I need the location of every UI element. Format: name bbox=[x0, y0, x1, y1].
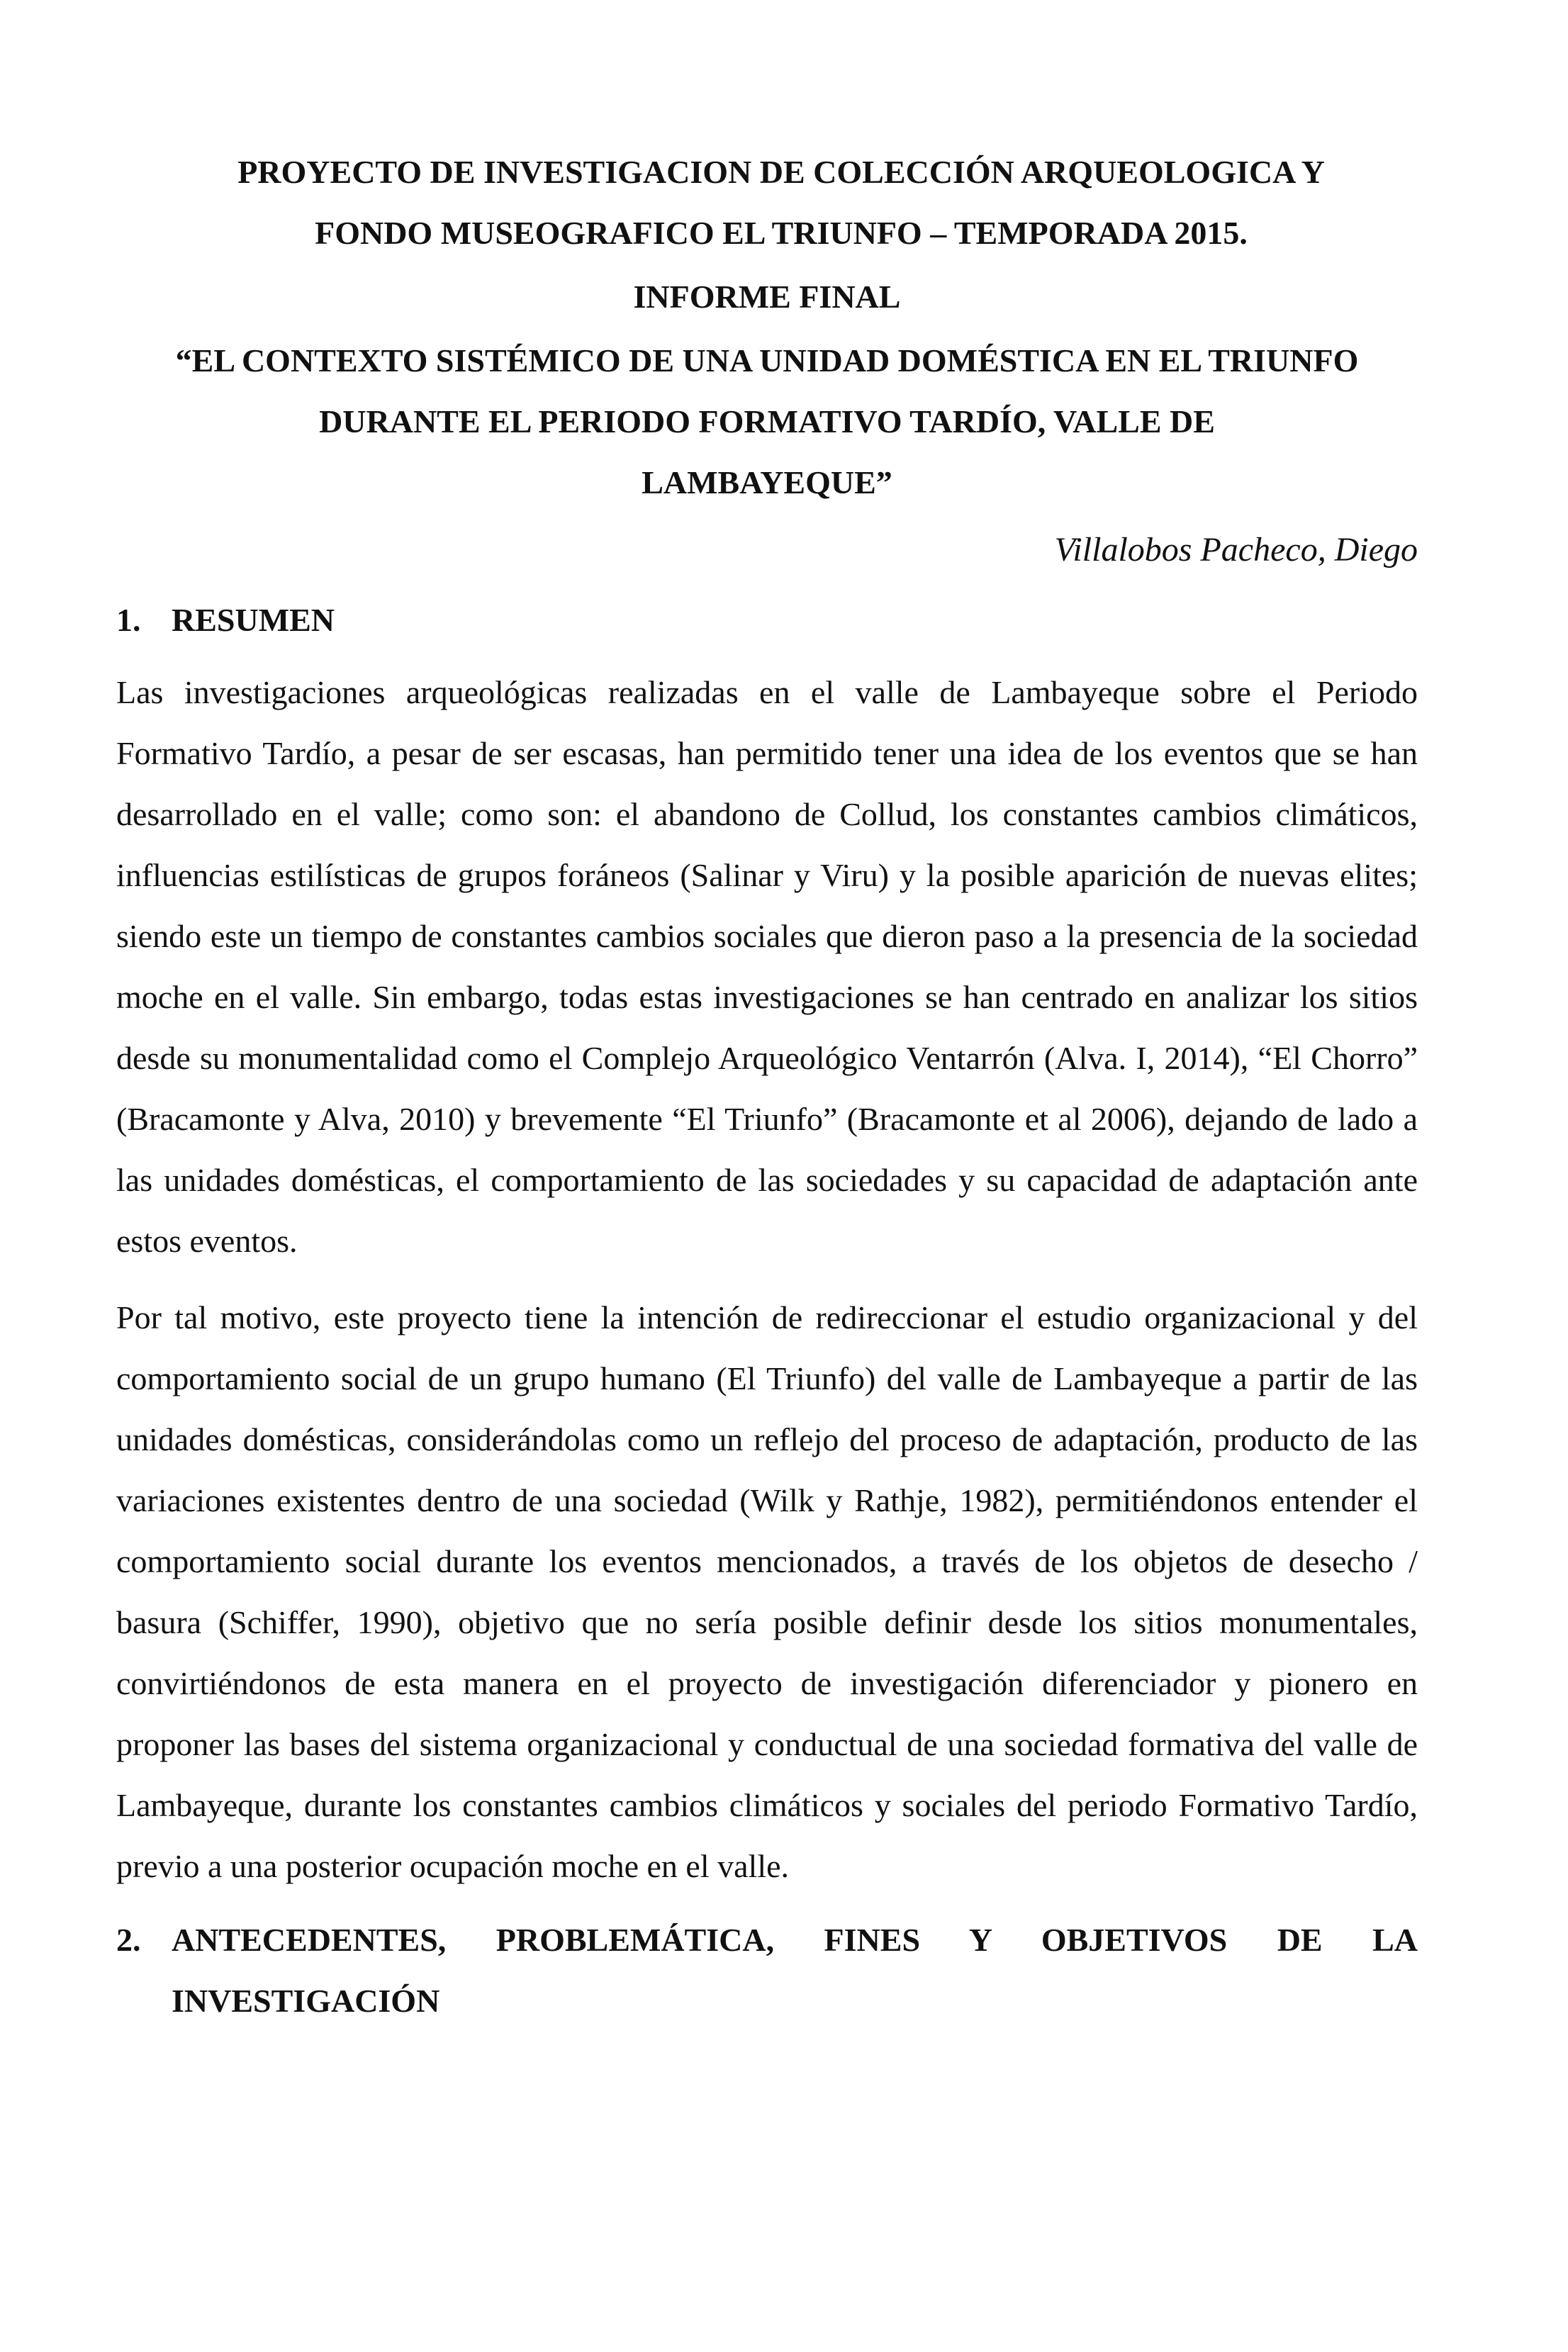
paragraph-2: Por tal motivo, este proyecto tiene la intención de redireccionar el estudio organizacional y del comportamiento social de un grupo humano (El Triunfo) del valle de Lambayeque a partir de las unidades domésticas, considerándolas como un reflejo del proceso de adaptación, producto de las variaciones existentes dentro de una sociedad (Wilk y Rathje, 1982), permitiéndonos entender el comportamiento social durante los eventos mencionados, a través de los objetos de desecho / basura (Schiffer, 1990), objetivo que no sería posible definir desde los sitios monumentales, convirtiéndonos de esta manera en el proyecto de investigación diferenciador y pionero en proponer las bases del sistema organizacional y conductual de una sociedad formativa del valle de Lambayeque, durante los constantes cambios climáticos y sociales del periodo Formativo Tardío, previo a una posterior ocupación moche en el valle. bbox=[116, 1299, 1418, 1884]
section-heading-resumen bbox=[116, 590, 1418, 651]
document-subtitle: INFORME FINAL bbox=[633, 279, 901, 315]
report-title-line-3: LAMBAYEQUE” bbox=[642, 464, 892, 500]
document-title-line-2: FONDO MUSEOGRAFICO EL TRIUNFO – TEMPORADA 2015. bbox=[315, 215, 1248, 251]
report-title-line-1: “EL CONTEXTO SISTÉMICO DE UNA UNIDAD DOMÉSTICA EN EL TRIUNFO bbox=[175, 342, 1359, 379]
section-number: 2. bbox=[116, 1922, 141, 1958]
author-name: Villalobos Pacheco, Diego bbox=[1054, 531, 1418, 569]
section-number: 1. bbox=[116, 602, 141, 638]
section-title: ANTECEDENTES, PROBLEMÁTICA, FINES Y OBJETIVOS DE LA INVESTIGACIÓN bbox=[172, 1922, 1418, 2019]
document-title-line-1: PROYECTO DE INVESTIGACION DE COLECCIÓN ARQUEOLOGICA Y bbox=[237, 154, 1325, 190]
paragraph-1: Las investigaciones arqueológicas realizadas en el valle de Lambayeque sobre el Periodo Formativo Tardío, a pesar de ser escasas, han permitido tener una idea de los eventos que se han desarrollado en el valle; como son: el abandono de Collud, los constantes cambios climáticos, influencias estilísticas de grupos foráneos (Salinar y Viru) y la posible aparición de nuevas elites; siendo este un tiempo de constantes cambios sociales que dieron paso a la presencia de la sociedad moche en el valle. Sin embargo, todas estas investigaciones se han centrado en analizar los sitios desde su monumentalidad como el Complejo Arqueológico Ventarrón (Alva. I, 2014), “El Chorro” (Bracamonte y Alva, 2010) y brevemente “El Triunfo” (Bracamonte et al 2006), dejando de lado a las unidades domésticas, el comportamiento de las sociedades y su capacidad de adaptación ante estos eventos. bbox=[116, 674, 1418, 1259]
document-title bbox=[116, 142, 1418, 264]
report-title bbox=[116, 330, 1418, 513]
section-title: RESUMEN bbox=[172, 602, 335, 638]
section-heading-antecedentes bbox=[116, 1910, 1418, 2032]
report-title-line-2: DURANTE EL PERIODO FORMATIVO TARDÍO, VALLE DE bbox=[319, 403, 1215, 439]
